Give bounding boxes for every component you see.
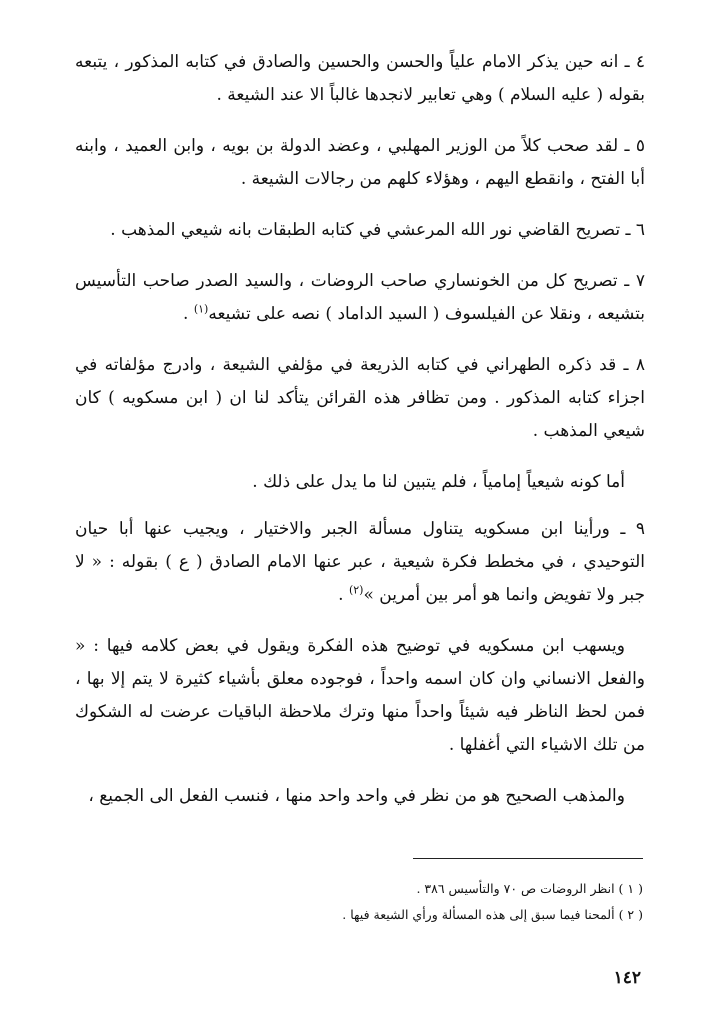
paragraph-item-7-text: ٧ ـ تصريح كل من الخونساري صاحب الروضات ، والسيد الصدر صاحب التأسيس بتشيعه ، ونقلا عن الفيلسوف ( السيد الداماد ) نصه على تشيعه: [75, 271, 645, 324]
paragraph-item-5: ٥ ـ لقد صحب كلاً من الوزير المهلبي ، وعضد الدولة بن بويه ، وابن العميد ، وابنه أبا الفتح ، وانقطع اليهم ، وهؤلاء كلهم من رجالات الشيعة .: [75, 136, 645, 189]
paragraph-item-8: ٨ ـ قد ذكره الطهراني في كتابه الذريعة في مؤلفي الشيعة ، وادرج مؤلفاته في اجزاء كتابه المذكور . ومن تظافر هذه القرائن يتأكد لنا ان ( ابن مسكويه ) كان شيعي المذهب .: [75, 355, 645, 441]
paragraph-imami: أما كونه شيعياً إمامياً ، فلم يتبين لنا ما يدل على ذلك .: [252, 472, 625, 492]
footnote-ref-1-tail: .: [183, 304, 194, 324]
paragraph-item-4: ٤ ـ انه حين يذكر الامام علياً والحسن والحسين والصادق في كتابه المذكور ، يتبعه بقوله ( عليه السلام ) وهي تعابير لانجدها غالباً الا عند الشيعة .: [75, 52, 645, 105]
footnote-ref-2[interactable]: (٢): [348, 583, 364, 597]
footnote-divider: [413, 858, 643, 859]
footnote-1: ( ١ ) انظر الروضات ص ٧٠ والتأسيس ٣٨٦ .: [416, 881, 643, 896]
paragraph-item-9: [75, 513, 645, 612]
paragraph-item-9-text: ٩ ـ ورأينا ابن مسكويه يتناول مسألة الجبر والاختيار ، ويجيب عنها أبا حيان التوحيدي ، في مخطط فكرة شيعية ، عبر عنها الامام الصادق ( ع ) بقوله : « لا جبر ولا تفويض وانما هو أمر بين أمرين »: [75, 519, 645, 605]
paragraph-item-7: [75, 265, 645, 331]
paragraph-item-6: ٦ ـ تصريح القاضي نور الله المرعشي في كتابه الطبقات بانه شيعي المذهب .: [110, 220, 645, 240]
page-body: [75, 46, 645, 831]
footnote-2: ( ٢ ) ألمحنا فيما سبق إلى هذه المسألة ورأي الشيعة فيها .: [342, 907, 643, 922]
page-number: ١٤٢: [613, 968, 641, 988]
footnotes: [83, 876, 643, 928]
footnote-ref-1[interactable]: (١): [193, 302, 209, 316]
paragraph-conclusion: والمذهب الصحيح هو من نظر في واحد واحد منها ، فنسب الفعل الى الجميع ،: [88, 786, 625, 806]
footnote-ref-2-tail: .: [338, 585, 349, 605]
paragraph-quote: ويسهب ابن مسكويه في توضيح هذه الفكرة ويقول في بعض كلامه فيها : « والفعل الانساني وان كان اسمه واحداً ، فوجوده معلق بأشياء كثيرة لا يتم إلا بها ، فمن لحظ الناظر فيه شيئاً واحداً منها وترك ملاحظة الباقيات عرضت له الشكوك من تلك الاشياء التي أغفلها .: [75, 636, 645, 755]
